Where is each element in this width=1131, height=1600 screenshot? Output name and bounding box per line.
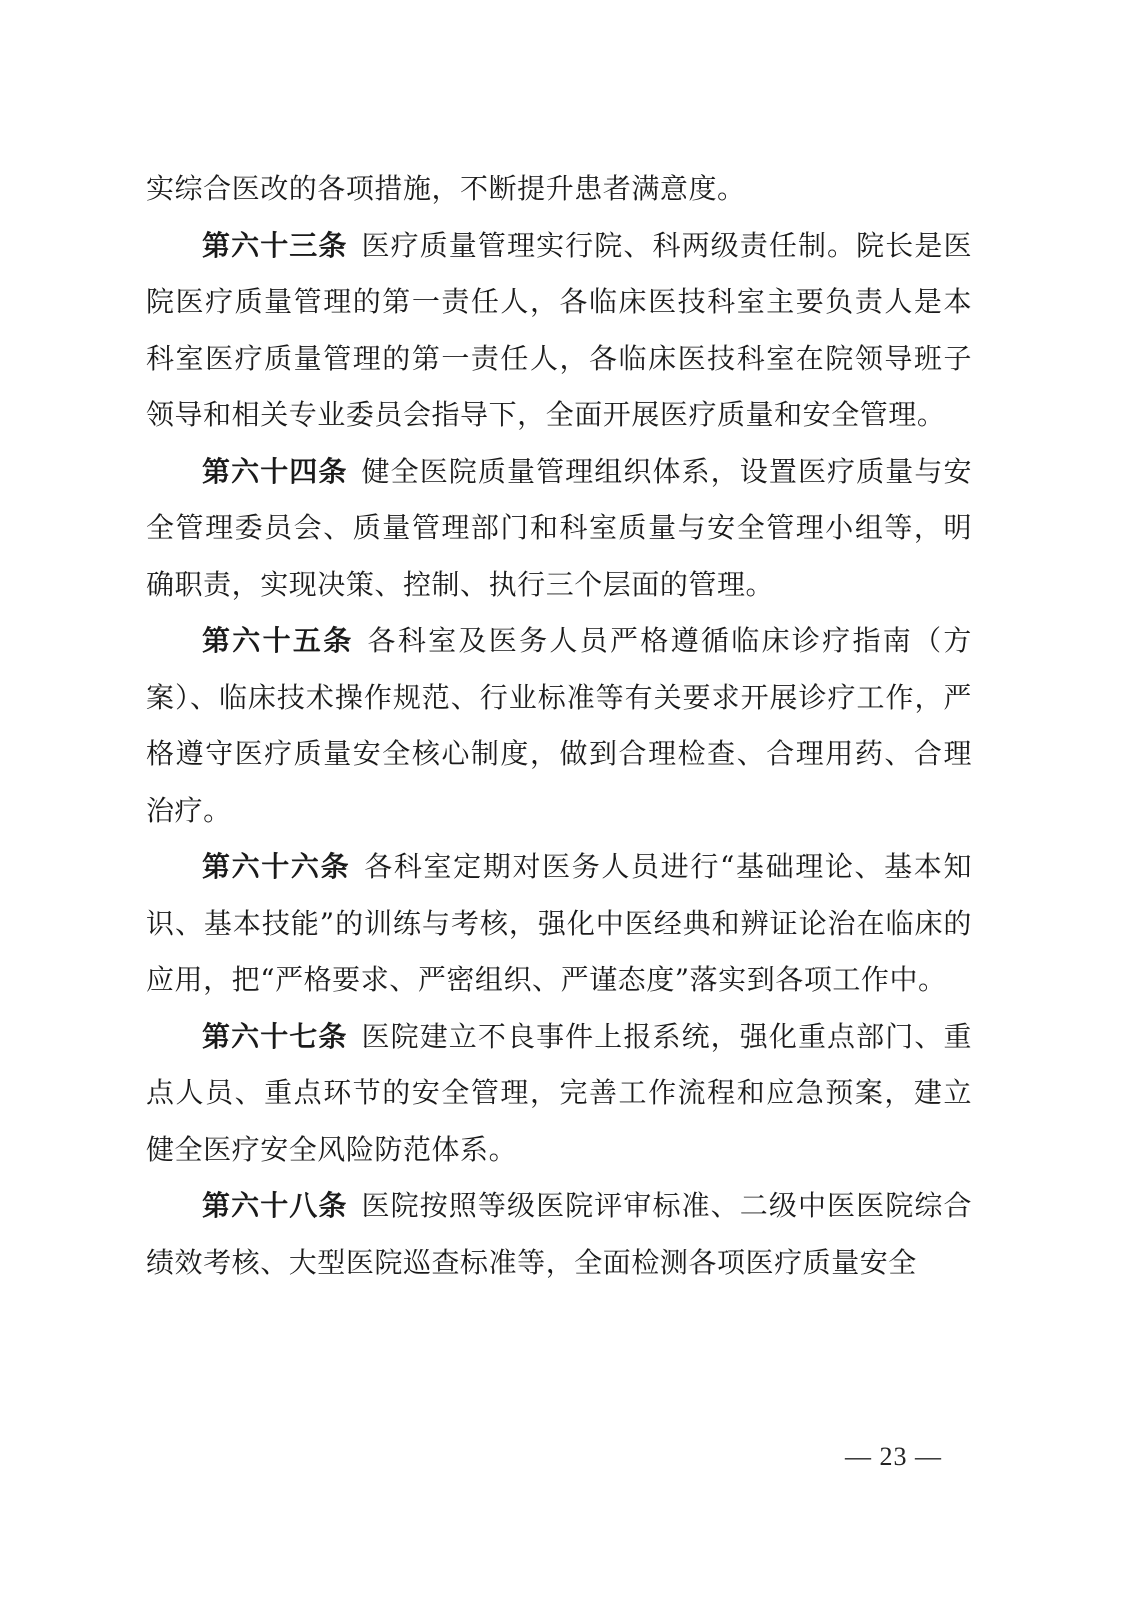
article-65 xyxy=(146,613,972,839)
article-text: 医院建立不良事件上报系统，强化重点部门、重点人员、重点环节的安全管理，完善工作流程和应急预案，建立健全医疗安全风险防范体系。 xyxy=(146,1019,972,1166)
article-68 xyxy=(146,1178,972,1291)
page-number: — 23 — xyxy=(845,1442,942,1471)
article-text: 医院按照等级医院评审标准、二级中医医院综合绩效考核、大型医院巡查标准等，全面检测各项医疗质量安全 xyxy=(146,1189,972,1279)
article-text: 健全医院质量管理组织体系，设置医疗质量与安全管理委员会、质量管理部门和科室质量与安全管理小组等，明确职责，实现决策、控制、执行三个层面的管理。 xyxy=(146,454,972,601)
article-number: 第六十八条 xyxy=(202,1189,348,1222)
article-number: 第六十七条 xyxy=(202,1019,348,1053)
document-body xyxy=(146,161,972,1291)
continuation-paragraph: 实综合医改的各项措施，不断提升患者满意度。 xyxy=(146,172,746,205)
article-number: 第六十五条 xyxy=(202,624,354,657)
article-text: 各科室及医务人员严格遵循临床诊疗指南（方案）、临床技术操作规范、行业标准等有关要求开展诊疗工作，严格遵守医疗质量安全核心制度，做到合理检查、合理用药、合理治疗。 xyxy=(146,624,972,827)
article-66 xyxy=(146,839,972,1009)
article-text: 医疗质量管理实行院、科两级责任制。院长是医院医疗质量管理的第一责任人，各临床医技科室主要负责人是本科室医疗质量管理的第一责任人，各临床医技科室在院领导班子领导和相关专业委员会指导下，全面开展医疗质量和安全管理。 xyxy=(146,228,972,431)
article-text: 各科室定期对医务人员进行“基础理论、基本知识、基本技能”的训练与考核，强化中医经典和辨证论治在临床的应用，把“严格要求、严密组织、严谨态度”落实到各项工作中。 xyxy=(146,850,972,996)
article-number: 第六十三条 xyxy=(202,228,348,262)
article-63 xyxy=(146,218,972,444)
article-67 xyxy=(146,1009,972,1179)
article-number: 第六十四条 xyxy=(202,454,348,488)
article-number: 第六十六条 xyxy=(202,850,351,883)
article-64 xyxy=(146,444,972,614)
